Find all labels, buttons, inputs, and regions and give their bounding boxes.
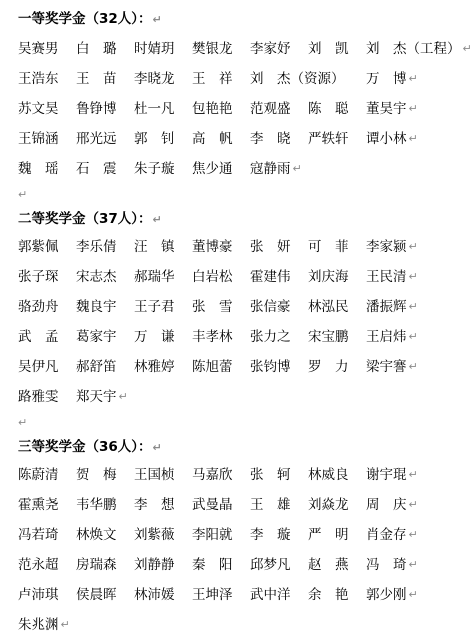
recipient-name: 白 璐: [76, 41, 117, 57]
recipient-name: 郭 钊: [134, 131, 175, 147]
return-mark: ↵: [408, 330, 418, 343]
section-heading: [18, 210, 162, 228]
return-mark: ↵: [408, 498, 418, 511]
recipient-name: 刘紫薇: [134, 527, 175, 543]
return-mark: ↵: [408, 360, 418, 373]
section-heading: [18, 438, 162, 456]
recipient-name: 王民清: [366, 269, 407, 285]
recipient-name: 霍熏尧: [18, 497, 59, 513]
recipient-name: 肖金存: [366, 527, 407, 543]
recipient-name: 刘 杰（资源）: [250, 71, 345, 87]
recipient-name: 焦少通: [192, 161, 233, 177]
recipient-name: 白岩松: [192, 269, 233, 285]
name-row: [18, 358, 422, 376]
return-mark: ↵: [462, 42, 472, 55]
recipient-name: 李阳就: [192, 527, 233, 543]
recipient-name: 王 雄: [250, 497, 291, 513]
recipient-name: 张子琛: [18, 269, 59, 285]
recipient-name: 汪 镇: [134, 239, 175, 255]
recipient-name: 董昊宇: [366, 101, 407, 117]
recipient-name: 王浩东: [18, 71, 59, 87]
recipient-name: 李 晓: [250, 131, 291, 147]
return-mark: ↵: [408, 588, 418, 601]
recipient-name: 梁宇謇: [366, 359, 407, 375]
name-row: [18, 388, 422, 406]
recipient-name: 魏 瑶: [18, 161, 59, 177]
empty-paragraph: [18, 414, 27, 432]
name-row: [18, 238, 422, 256]
recipient-name: 王启炜: [366, 329, 407, 345]
name-row: [18, 130, 422, 148]
recipient-name: 朱兆渊: [18, 617, 59, 633]
recipient-name: 张钧博: [250, 359, 291, 375]
return-mark: ↵: [118, 390, 128, 403]
recipient-name: 宋宝鹏: [308, 329, 349, 345]
recipient-name: 林沛媛: [134, 587, 175, 603]
recipient-name: 霍建伟: [250, 269, 291, 285]
recipient-name: 林威良: [308, 467, 349, 483]
recipient-name: 时婧玥: [134, 41, 175, 57]
return-mark: ↵: [152, 213, 162, 226]
name-row: [18, 586, 422, 604]
recipient-name: 谢宇琨: [366, 467, 407, 483]
recipient-name: 郑天宇: [76, 389, 117, 405]
return-mark: ↵: [292, 162, 302, 175]
return-mark: ↵: [408, 132, 418, 145]
recipient-name: 贺 梅: [76, 467, 117, 483]
recipient-name: 鲁铮博: [76, 101, 117, 117]
recipient-name: 王锦涵: [18, 131, 59, 147]
recipient-name: 高 帆: [192, 131, 233, 147]
name-row: [18, 496, 422, 514]
recipient-name: 严轶轩: [308, 131, 349, 147]
recipient-name: 张力之: [250, 329, 291, 345]
name-row: [18, 616, 422, 634]
recipient-name: 刘焱龙: [308, 497, 349, 513]
name-row: [18, 556, 422, 574]
return-mark: ↵: [60, 618, 70, 631]
section-heading-text: 三等奖学金（36人）：: [18, 439, 152, 455]
return-mark: ↵: [152, 441, 162, 454]
recipient-name: 张 雪: [192, 299, 233, 315]
recipient-name: 路雅雯: [18, 389, 59, 405]
recipient-name: 王 苗: [76, 71, 117, 87]
recipient-name: 郭少刚: [366, 587, 407, 603]
name-row: [18, 70, 422, 88]
return-mark: ↵: [408, 72, 418, 85]
return-mark: ↵: [408, 102, 418, 115]
recipient-name: 郭紫佩: [18, 239, 59, 255]
section-heading-text: 一等奖学金（32人）：: [18, 11, 152, 27]
return-mark: ↵: [408, 240, 418, 253]
recipient-name: 林泓民: [308, 299, 349, 315]
recipient-name: 李 想: [134, 497, 175, 513]
recipient-name: 谭小林: [366, 131, 407, 147]
recipient-name: 刘庆海: [308, 269, 349, 285]
recipient-name: 武中洋: [250, 587, 291, 603]
recipient-name: 林焕文: [76, 527, 117, 543]
recipient-name: 严 明: [308, 527, 349, 543]
recipient-name: 张信豪: [250, 299, 291, 315]
recipient-name: 陈蔚清: [18, 467, 59, 483]
empty-paragraph: [18, 186, 27, 204]
recipient-name: 林雅婷: [134, 359, 175, 375]
recipient-name: 武曼晶: [192, 497, 233, 513]
recipient-name: 韦华鹏: [76, 497, 117, 513]
recipient-name: 张 妍: [250, 239, 291, 255]
name-row: [18, 298, 422, 316]
section-heading-text: 二等奖学金（37人）：: [18, 211, 152, 227]
recipient-name: 陈旭蕾: [192, 359, 233, 375]
recipient-name: 李 璇: [250, 527, 291, 543]
recipient-name: 郝舒笛: [76, 359, 117, 375]
recipient-name: 卢沛琪: [18, 587, 59, 603]
recipient-name: 吴赛男: [18, 41, 59, 57]
recipient-name: 周 庆: [366, 497, 407, 513]
return-mark: ↵: [408, 468, 418, 481]
recipient-name: 李家颍: [366, 239, 407, 255]
recipient-name: 包艳艳: [192, 101, 233, 117]
recipient-name: 刘静静: [134, 557, 175, 573]
recipient-name: 王 祥: [192, 71, 233, 87]
recipient-name: 宋志杰: [76, 269, 117, 285]
recipient-name: 张 轲: [250, 467, 291, 483]
recipient-name: 赵 燕: [308, 557, 349, 573]
recipient-name: 丰孝林: [192, 329, 233, 345]
recipient-name: 葛家宇: [76, 329, 117, 345]
recipient-name: 魏良宇: [76, 299, 117, 315]
recipient-name: 冯若琦: [18, 527, 59, 543]
recipient-name: 骆劲舟: [18, 299, 59, 315]
recipient-name: 马嘉欣: [192, 467, 233, 483]
recipient-name: 万 谦: [134, 329, 175, 345]
recipient-name: 潘振辉: [366, 299, 407, 315]
recipient-name: 郝瑞华: [134, 269, 175, 285]
return-mark: ↵: [18, 188, 28, 201]
recipient-name: 范永超: [18, 557, 59, 573]
recipient-name: 邱梦凡: [250, 557, 291, 573]
return-mark: ↵: [408, 558, 418, 571]
recipient-name: 邢光远: [76, 131, 117, 147]
recipient-name: 范观盛: [250, 101, 291, 117]
return-mark: ↵: [408, 300, 418, 313]
recipient-name: 侯晨晖: [76, 587, 117, 603]
return-mark: ↵: [152, 13, 162, 26]
recipient-name: 李晓龙: [134, 71, 175, 87]
recipient-name: 万 博: [366, 71, 407, 87]
recipient-name: 樊银龙: [192, 41, 233, 57]
recipient-name: 苏文昊: [18, 101, 59, 117]
recipient-name: 房瑞森: [76, 557, 117, 573]
recipient-name: 刘 凯: [308, 41, 349, 57]
name-row: [18, 160, 422, 178]
name-row: [18, 268, 422, 286]
name-row: [18, 328, 422, 346]
return-mark: ↵: [408, 528, 418, 541]
recipient-name: 吴伊凡: [18, 359, 59, 375]
recipient-name: 刘 杰（工程）: [366, 41, 461, 57]
name-row: [18, 40, 472, 58]
name-row: [18, 466, 422, 484]
recipient-name: 罗 力: [308, 359, 349, 375]
recipient-name: 李家妤: [250, 41, 291, 57]
name-row: [18, 526, 422, 544]
recipient-name: 冯 琦: [366, 557, 407, 573]
recipient-name: 杜一凡: [134, 101, 175, 117]
recipient-name: 余 艳: [308, 587, 349, 603]
name-row: [18, 100, 422, 118]
recipient-name: 武 孟: [18, 329, 59, 345]
recipient-name: 王国桢: [134, 467, 175, 483]
recipient-name: 王坤泽: [192, 587, 233, 603]
recipient-name: 石 震: [76, 161, 117, 177]
recipient-name: 可 菲: [308, 239, 349, 255]
recipient-name: 王子君: [134, 299, 175, 315]
return-mark: ↵: [18, 416, 28, 429]
recipient-name: 秦 阳: [192, 557, 233, 573]
recipient-name: 董博豪: [192, 239, 233, 255]
recipient-name: 寇静雨: [250, 161, 291, 177]
recipient-name: 朱子璇: [134, 161, 175, 177]
recipient-name: 李乐倩: [76, 239, 117, 255]
section-heading: [18, 10, 162, 28]
return-mark: ↵: [408, 270, 418, 283]
recipient-name: 陈 聪: [308, 101, 349, 117]
